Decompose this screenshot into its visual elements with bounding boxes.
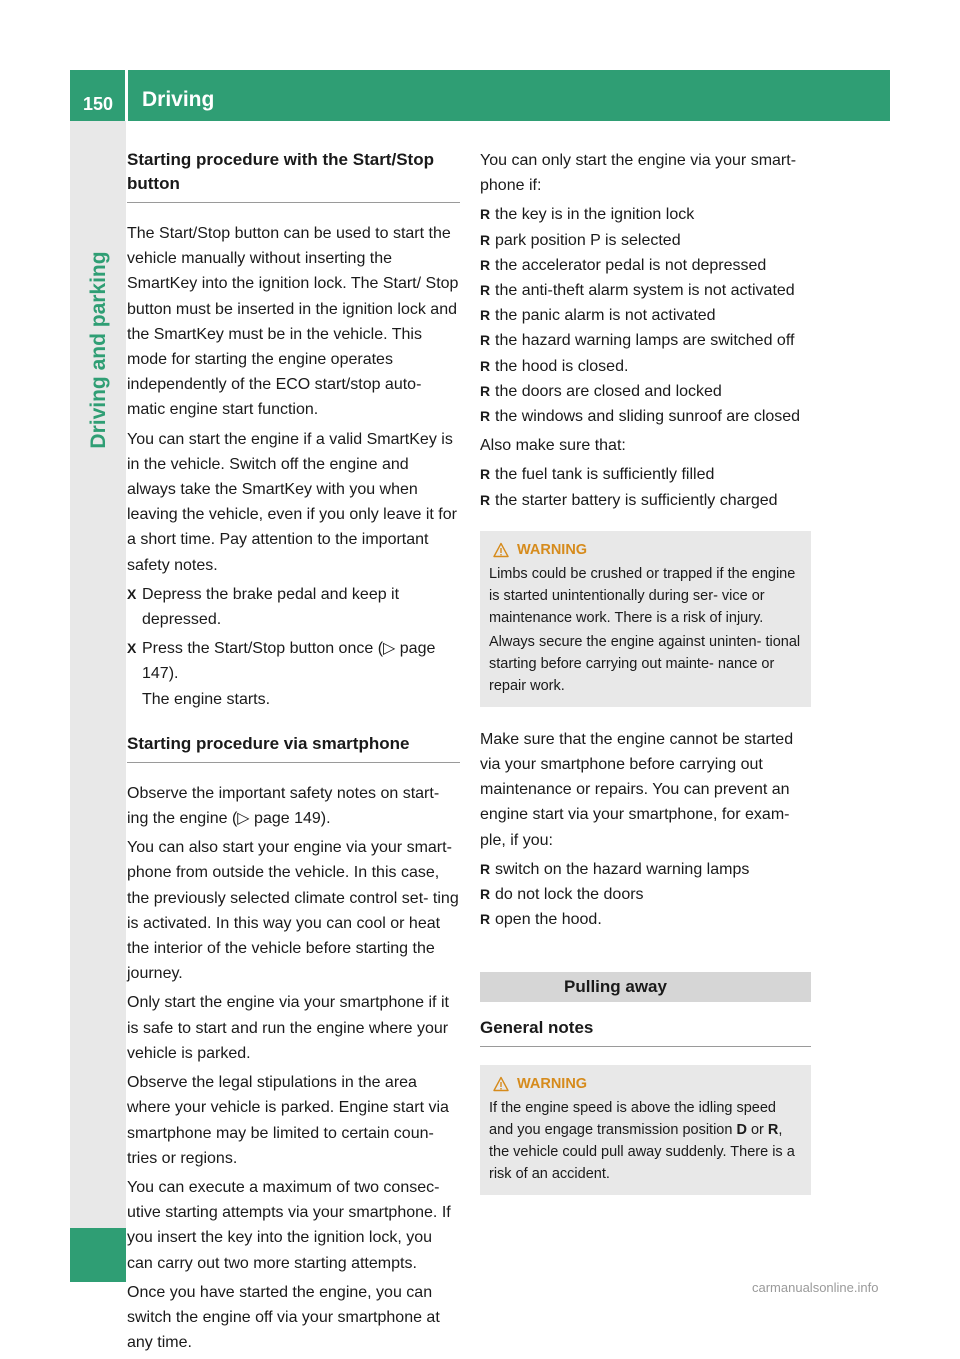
side-tab-marker	[70, 1228, 126, 1282]
side-tab-label: Driving and parking	[87, 251, 110, 449]
paragraph: Once you have started the engine, you can switch the engine off via your smartphone at any time.	[127, 1283, 440, 1352]
step-result: The engine starts.	[142, 690, 271, 708]
list-item: R the windows and sliding sunroof are closed	[480, 404, 811, 429]
watermark: carmanualsonline.info	[752, 1280, 879, 1295]
warning-text: Always secure the engine against uninten- tional starting before carrying out mainte- nance or repair work.	[489, 633, 801, 694]
paragraph: You can also start your engine via your smart- phone from outside the vehicle. In this case, the previously selected climate control set- ting is activated. In this way you can cool or heat the interior of the vehicle before starting the journey.	[127, 839, 459, 983]
paragraph: Only start the engine via your smartphone if it is safe to start and run the engine where your vehicle is parked.	[127, 994, 449, 1062]
list-item: R park position P is selected	[480, 228, 811, 253]
step-item: X Press the Start/Stop button once (▷ page 147). The engine starts.	[127, 636, 460, 712]
paragraph: Observe the important safety notes on start- ing the engine (▷ page 149).	[127, 784, 440, 828]
page-number: 150	[82, 94, 114, 114]
section-heading-start-stop: Starting procedure with the Start/Stop button	[127, 148, 460, 203]
list-item: R the hood is closed.	[480, 354, 811, 379]
list-item: R the accelerator pedal is not depressed	[480, 253, 811, 278]
list-item: R the fuel tank is sufficiently filled	[480, 462, 811, 487]
also-list	[480, 462, 811, 512]
warning-triangle-icon	[493, 542, 509, 558]
section-heading-smartphone: Starting procedure via smartphone	[127, 732, 460, 763]
list-item: R do not lock the doors	[480, 882, 811, 907]
paragraph: Also make sure that:	[480, 437, 626, 455]
warning-box	[480, 1065, 811, 1195]
paragraph: Observe the legal stipulations in the area where your vehicle is parked. Engine start via smartphone may be limited to certain coun- tries or regions.	[127, 1074, 449, 1167]
list-item: R the key is in the ignition lock	[480, 202, 811, 227]
warning-text: Limbs could be crushed or trapped if the engine is started unintentionally during ser- vice or maintenance work. There is a risk of injury.	[489, 565, 796, 626]
list-item: R the anti-theft alarm system is not activated	[480, 278, 811, 303]
list-item: R the starter battery is sufficiently charged	[480, 488, 811, 513]
section-heading-general-notes: General notes	[480, 1016, 811, 1047]
paragraph: Make sure that the engine cannot be started via your smartphone before carrying out maintenance or repairs. You can prevent an engine start via your smartphone, for exam- ple, if you:	[480, 730, 794, 849]
warning-box	[480, 531, 811, 707]
list-item: R the panic alarm is not activated	[480, 303, 811, 328]
paragraph: The Start/Stop button can be used to start the vehicle manually without inserting the SmartKey into the ignition lock. The Start/ Stop button must be inserted in the ignition lock and the SmartKey must be in the vehicle. This mode for starting the engine operates independently of the ECO start/stop auto- matic engine start function.	[127, 225, 459, 419]
list-item: R switch on the hazard warning lamps	[480, 857, 811, 882]
list-item: R open the hood.	[480, 907, 811, 932]
warning-text: If the engine speed is above the idling speed and you engage transmission position D or R, the vehicle could pull away suddenly. There is a risk of an accident.	[489, 1099, 795, 1182]
warning-triangle-icon	[493, 1076, 509, 1092]
list-item: R the doors are closed and locked	[480, 379, 811, 404]
right-column	[480, 148, 811, 1215]
left-column	[127, 148, 460, 1359]
paragraph: You can only start the engine via your smart- phone if:	[480, 152, 797, 195]
step-list	[127, 582, 460, 712]
warning-title: WARNING	[517, 541, 588, 558]
list-item: R the hazard warning lamps are switched off	[480, 328, 811, 353]
paragraph: You can execute a maximum of two consec- utive starting attempts via your smartphone. If you insert the key into the ignition lock, you can carry out two more starting attempts.	[127, 1178, 451, 1272]
paragraph: You can start the engine if a valid SmartKey is in the vehicle. Switch off the engine and always take the SmartKey with you when leaving the vehicle, even if you only leave it for a short time. Pay attention to the important safety notes.	[127, 430, 457, 574]
step-item: X Depress the brake pedal and keep it depressed.	[127, 582, 460, 632]
warning-title: WARNING	[517, 1075, 588, 1092]
warning-head	[489, 539, 802, 561]
prevent-list	[480, 857, 811, 933]
warning-head	[489, 1073, 802, 1095]
conditions-list	[480, 202, 811, 429]
header-divider	[125, 70, 128, 121]
band-heading-pulling-away: Pulling away	[480, 972, 811, 1001]
header-title: Driving	[142, 88, 215, 111]
